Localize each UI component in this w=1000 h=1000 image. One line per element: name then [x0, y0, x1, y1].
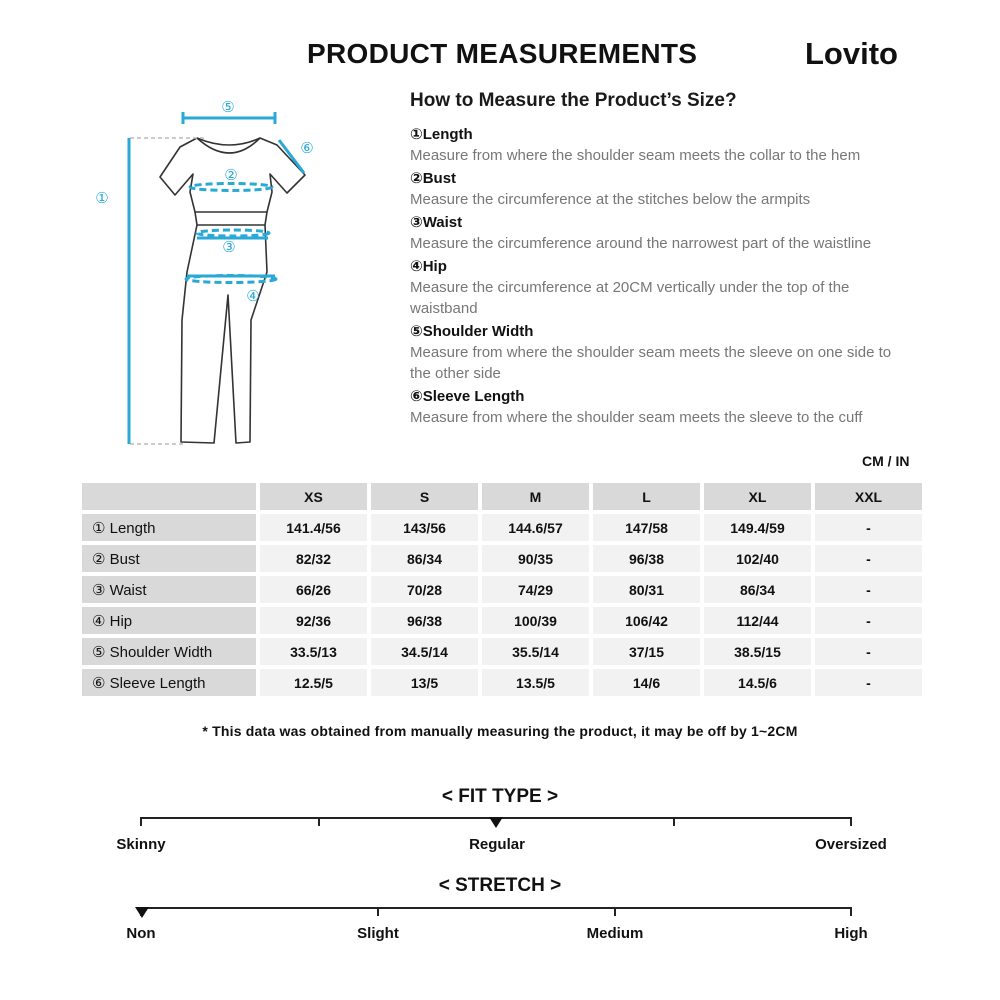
row-label: ⑤ Shoulder Width	[82, 638, 256, 665]
table-cell: 14/6	[593, 669, 700, 696]
fit-label-skinny: Skinny	[116, 836, 166, 853]
row-label: ② Bust	[82, 545, 256, 572]
table-cell: -	[815, 607, 922, 634]
scale-tick	[318, 817, 320, 826]
table-corner	[82, 483, 256, 510]
guide-description: Measure the circumference at 20CM vertically under the top of the waistband	[410, 279, 850, 317]
stretch-title: < STRETCH >	[438, 875, 562, 896]
scale-tick	[850, 907, 852, 916]
table-cell: 38.5/15	[704, 638, 811, 665]
size-header: M	[482, 483, 589, 510]
row-label: ③ Waist	[82, 576, 256, 603]
size-header: XL	[704, 483, 811, 510]
table-header-row	[82, 483, 922, 510]
table-cell: 82/32	[260, 545, 367, 572]
table-row	[82, 638, 922, 665]
stretch-label-medium: Medium	[586, 925, 644, 942]
table-cell: 92/36	[260, 607, 367, 634]
guide-description: Measure the circumference around the narrowest part of the waistline	[410, 235, 872, 252]
garment-figure	[85, 90, 325, 460]
guide-label: ③Waist	[410, 214, 463, 231]
table-row	[82, 545, 922, 572]
table-cell: 13.5/5	[482, 669, 589, 696]
scale-tick	[377, 907, 379, 916]
guide-heading: How to Measure the Product’s Size?	[410, 90, 737, 111]
table-cell: 70/28	[371, 576, 478, 603]
fit-type-title: < FIT TYPE >	[441, 786, 559, 807]
marker-hip: ④	[246, 287, 260, 305]
table-cell: 14.5/6	[704, 669, 811, 696]
stretch-label-high: High	[834, 925, 868, 942]
row-label: ① Length	[82, 514, 256, 541]
table-cell: -	[815, 514, 922, 541]
table-cell: 37/15	[593, 638, 700, 665]
size-header: XXL	[815, 483, 922, 510]
size-header: S	[371, 483, 478, 510]
marker-waist: ③	[222, 238, 236, 256]
guide-description: Measure from where the shoulder seam meets the sleeve on one side to the other side	[410, 344, 892, 382]
table-row	[82, 669, 922, 696]
guide-description: Measure from where the shoulder seam meets the collar to the hem	[410, 147, 861, 164]
stretch-marker-icon	[135, 907, 149, 918]
table-cell: 149.4/59	[704, 514, 811, 541]
table-cell: 96/38	[593, 545, 700, 572]
stretch-line	[141, 907, 852, 909]
table-cell: -	[815, 545, 922, 572]
table-cell: 34.5/14	[371, 638, 478, 665]
table-cell: 33.5/13	[260, 638, 367, 665]
table-cell: 80/31	[593, 576, 700, 603]
size-table	[78, 479, 926, 700]
marker-bust: ②	[224, 166, 238, 184]
marker-sleeve-length: ⑥	[300, 139, 314, 157]
table-cell: 100/39	[482, 607, 589, 634]
guide-item-hip	[410, 256, 930, 319]
table-row	[82, 576, 922, 603]
table-cell: 13/5	[371, 669, 478, 696]
measurement-note: * This data was obtained from manually measuring the product, it may be off by 1~2CM	[202, 723, 798, 739]
table-cell: 12.5/5	[260, 669, 367, 696]
guide-item-bust	[410, 168, 930, 210]
table-cell: 112/44	[704, 607, 811, 634]
guide-item-waist	[410, 212, 930, 254]
guide-label: ②Bust	[410, 170, 457, 187]
table-cell: 143/56	[371, 514, 478, 541]
fit-type-marker-icon	[489, 817, 503, 828]
guide-description: Measure from where the shoulder seam meets the sleeve to the cuff	[410, 409, 863, 426]
guide-label: ①Length	[410, 126, 473, 143]
table-cell: 147/58	[593, 514, 700, 541]
table-cell: 35.5/14	[482, 638, 589, 665]
scale-tick	[614, 907, 616, 916]
stretch-label-non: Non	[126, 925, 156, 942]
size-header: XS	[260, 483, 367, 510]
table-cell: -	[815, 576, 922, 603]
jumpsuit-outline-icon	[85, 90, 325, 460]
guide-item-sleeve-length	[410, 386, 930, 428]
marker-shoulder-width: ⑤	[221, 98, 235, 116]
table-cell: 66/26	[260, 576, 367, 603]
table-cell: 86/34	[371, 545, 478, 572]
guide-item-shoulder-width	[410, 321, 930, 384]
table-cell: 106/42	[593, 607, 700, 634]
table-cell: -	[815, 638, 922, 665]
fit-label-oversized: Oversized	[815, 836, 887, 853]
table-cell: 141.4/56	[260, 514, 367, 541]
guide-label: ⑤Shoulder Width	[410, 323, 534, 340]
table-row	[82, 514, 922, 541]
table-cell: 86/34	[704, 576, 811, 603]
table-cell: 90/35	[482, 545, 589, 572]
size-header: L	[593, 483, 700, 510]
guide-label: ④Hip	[410, 258, 447, 275]
guide-label: ⑥Sleeve Length	[410, 388, 525, 405]
row-label: ⑥ Sleeve Length	[82, 669, 256, 696]
scale-tick	[850, 817, 852, 826]
table-cell: 102/40	[704, 545, 811, 572]
page-title: PRODUCT MEASUREMENTS	[307, 38, 698, 69]
guide-description: Measure the circumference at the stitches below the armpits	[410, 191, 811, 208]
units-label: CM / IN	[862, 453, 910, 469]
fit-label-regular: Regular	[469, 836, 525, 853]
measure-guide	[410, 90, 930, 430]
marker-length: ①	[95, 189, 109, 207]
guide-item-length	[410, 124, 930, 166]
brand-logo: Lovito	[805, 36, 898, 71]
scale-tick	[673, 817, 675, 826]
table-cell: -	[815, 669, 922, 696]
stretch-label-slight: Slight	[357, 925, 399, 942]
row-label: ④ Hip	[82, 607, 256, 634]
table-cell: 74/29	[482, 576, 589, 603]
scale-tick	[140, 817, 142, 826]
table-row	[82, 607, 922, 634]
table-cell: 96/38	[371, 607, 478, 634]
table-cell: 144.6/57	[482, 514, 589, 541]
